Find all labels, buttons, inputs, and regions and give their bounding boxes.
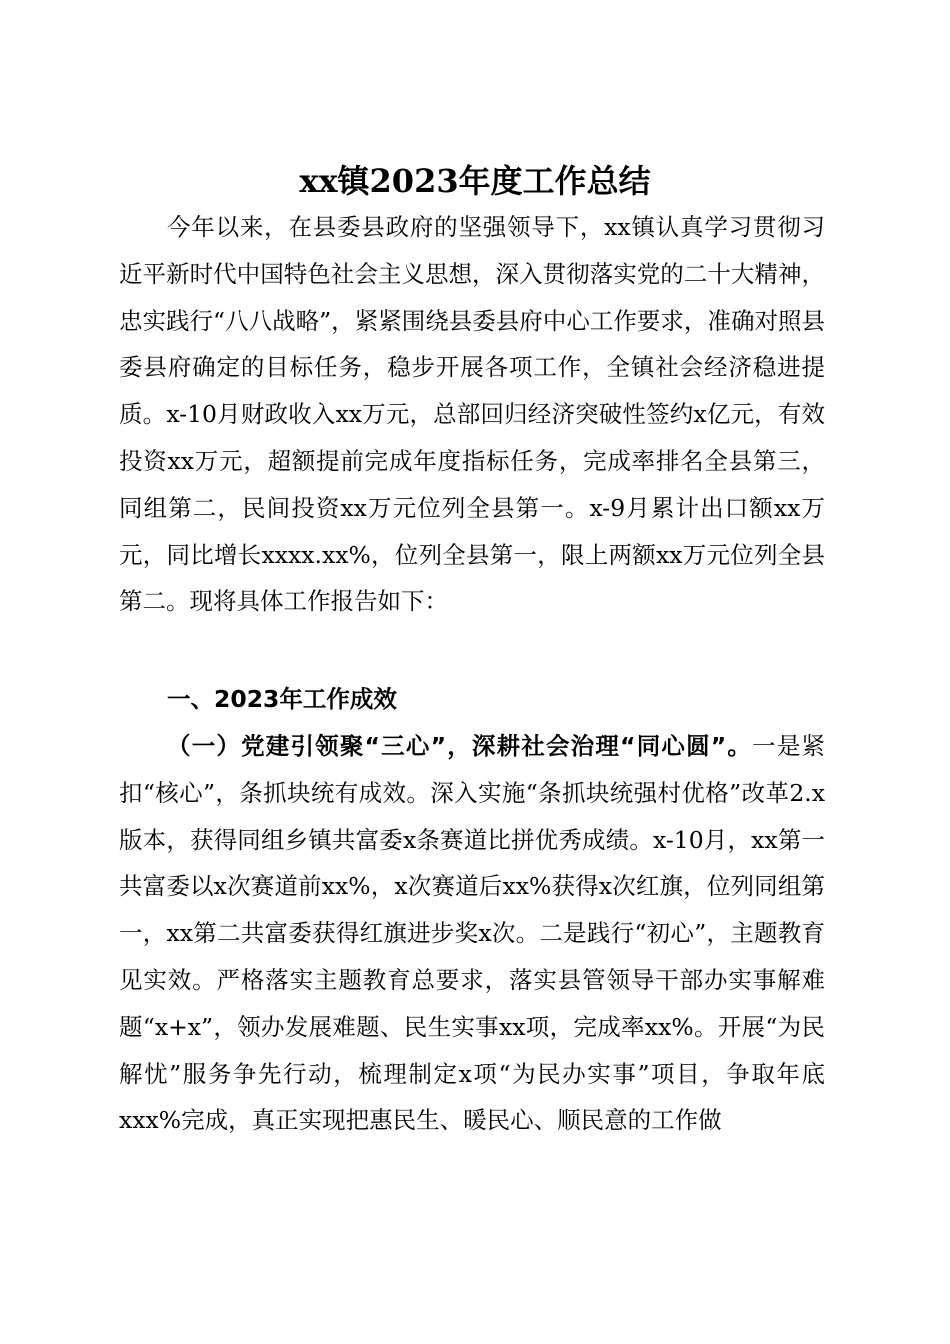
intro-paragraph: 今年以来，在县委县政府的坚强领导下，xx镇认真学习贯彻习近平新时代中国特色社会主义思想，深入贯彻落实党的二十大精神，忠实践行“八八战略”，紧紧围绕县委县府中心工作要求，准确对照县委县府确定的目标任务，稳步开展各项工作，全镇社会经济稳进提质。x-10月财政收入xx万元，总部回归经济突破性签约x亿元，有效投资xx万元，超额提前完成年度指标任务，完成率排名全县第三，同组第二，民间投资xx万元位列全县第一。x-9月累计出口额xx万元，同比增长xxxx.xx%，位列全县第一，限上两额xx万元位列全县第二。现将具体工作报告如下：	[119, 213, 825, 616]
subsection-heading: （一）党建引领聚“三心”，深耕社会治理“同心圆”。	[167, 732, 753, 760]
subsection-paragraph	[119, 723, 825, 1144]
subsection-body: 一是紧扣“核心”，条抓块统有成效。深入实施“条抓块统强村优格”改革2.x版本，获得同组乡镇共富委x条赛道比拼优秀成绩。x-10月，xx第一共富委以x次赛道前xx%，x次赛道后xx%获得x次红旗，位列同组第一，xx第二共富委获得红旗进步奖x次。二是践行“初心”，主题教育见实效。严格落实主题教育总要求，落实县管领导干部办实事解难题“x+x”，领办发展难题、民生实事xx项，完成率xx%。开展“为民解忧”服务争先行动，梳理制定x项“为民办实事”项目，争取年底xxx%完成，真正实现把惠民生、暖民心、顺民意的工作做	[119, 732, 826, 1135]
section-heading: 一、2023年工作成效	[167, 685, 397, 713]
document-title: xx镇2023年度工作总结	[299, 162, 651, 201]
